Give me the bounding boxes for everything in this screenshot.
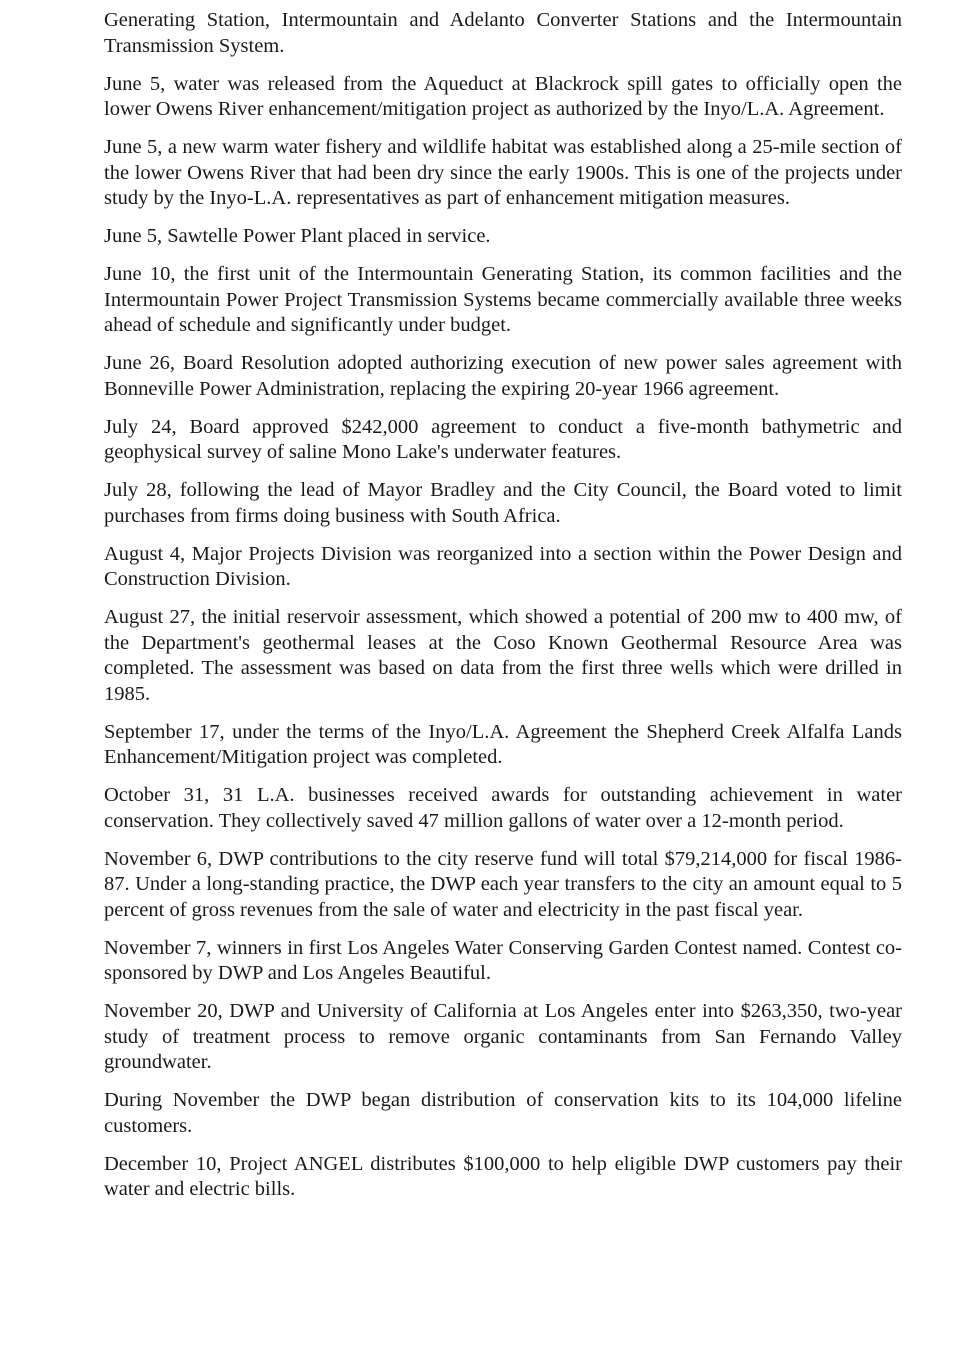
paragraph-june-5-fishery: June 5, a new warm water fishery and wildlife habitat was established along a 25-mile section of the lower Owens River that had been dry since the early 1900s. This is one of the projects under study by the Inyo-L.A. representatives as part of enhancement mitigation measures. <box>104 136 902 209</box>
paragraph-june-5-sawtelle: June 5, Sawtelle Power Plant placed in service. <box>104 225 491 247</box>
paragraph-august-27-geothermal: August 27, the initial reservoir assessment, which showed a potential of 200 mw to 400 mw, of the Department's geothermal leases at the Coso Known Geothermal Resource Area was completed. The assessment was based on data from the first three wells which were drilled in 1985. <box>104 606 902 705</box>
paragraph-june-26-bonneville: June 26, Board Resolution adopted authorizing execution of new power sales agreement with Bonneville Power Administration, replacing the expiring 20-year 1966 agreement. <box>104 352 902 400</box>
paragraph-continuation: Generating Station, Intermountain and Adelanto Converter Stations and the Intermountain Transmission System. <box>104 9 902 57</box>
document-page <box>104 8 902 1215</box>
paragraph-december-10-project-angel: December 10, Project ANGEL distributes $100,000 to help eligible DWP customers pay their water and electric bills. <box>104 1152 902 1200</box>
paragraph-august-4-reorganization: August 4, Major Projects Division was reorganized into a section within the Power Design and Construction Division. <box>104 542 902 590</box>
paragraph-july-28-south-africa: July 28, following the lead of Mayor Bradley and the City Council, the Board voted to limit purchases from firms doing business with South Africa. <box>104 479 902 527</box>
paragraph-june-5-aqueduct: June 5, water was released from the Aqueduct at Blackrock spill gates to officially open the lower Owens River enhancement/mitigation project as authorized by the Inyo/L.A. Agreement. <box>104 72 902 120</box>
paragraph-november-conservation-kits: During November the DWP began distribution of conservation kits to its 104,000 lifeline customers. <box>104 1089 902 1137</box>
paragraph-june-10-intermountain: June 10, the first unit of the Intermountain Generating Station, its common facilities and the Intermountain Power Project Transmission Systems became commercially available three weeks ahead of schedule and significantly under budget. <box>104 263 902 336</box>
paragraph-october-31-conservation-awards: October 31, 31 L.A. businesses received awards for outstanding achievement in water conservation. They collectively saved 47 million gallons of water over a 12-month period. <box>104 784 902 832</box>
paragraph-november-20-ucla-study: November 20, DWP and University of California at Los Angeles enter into $263,350, two-year study of treatment process to remove organic contaminants from San Fernando Valley groundwater. <box>104 1000 902 1073</box>
paragraph-september-17-shepherd-creek: September 17, under the terms of the Inyo/L.A. Agreement the Shepherd Creek Alfalfa Lands Enhancement/Mitigation project was completed. <box>104 720 902 768</box>
paragraph-november-6-reserve-fund: November 6, DWP contributions to the city reserve fund will total $79,214,000 for fiscal 1986-87. Under a long-standing practice, the DWP each year transfers to the city an amount equal to 5 percent of gross revenues from the sale of water and electricity in the past fiscal year. <box>104 847 902 921</box>
paragraph-july-24-mono-lake: July 24, Board approved $242,000 agreement to conduct a five-month bathymetric and geophysical survey of saline Mono Lake's underwater features. <box>104 415 902 463</box>
paragraph-november-7-garden-contest: November 7, winners in first Los Angeles Water Conserving Garden Contest named. Contest co-sponsored by DWP and Los Angeles Beautiful. <box>104 936 902 984</box>
